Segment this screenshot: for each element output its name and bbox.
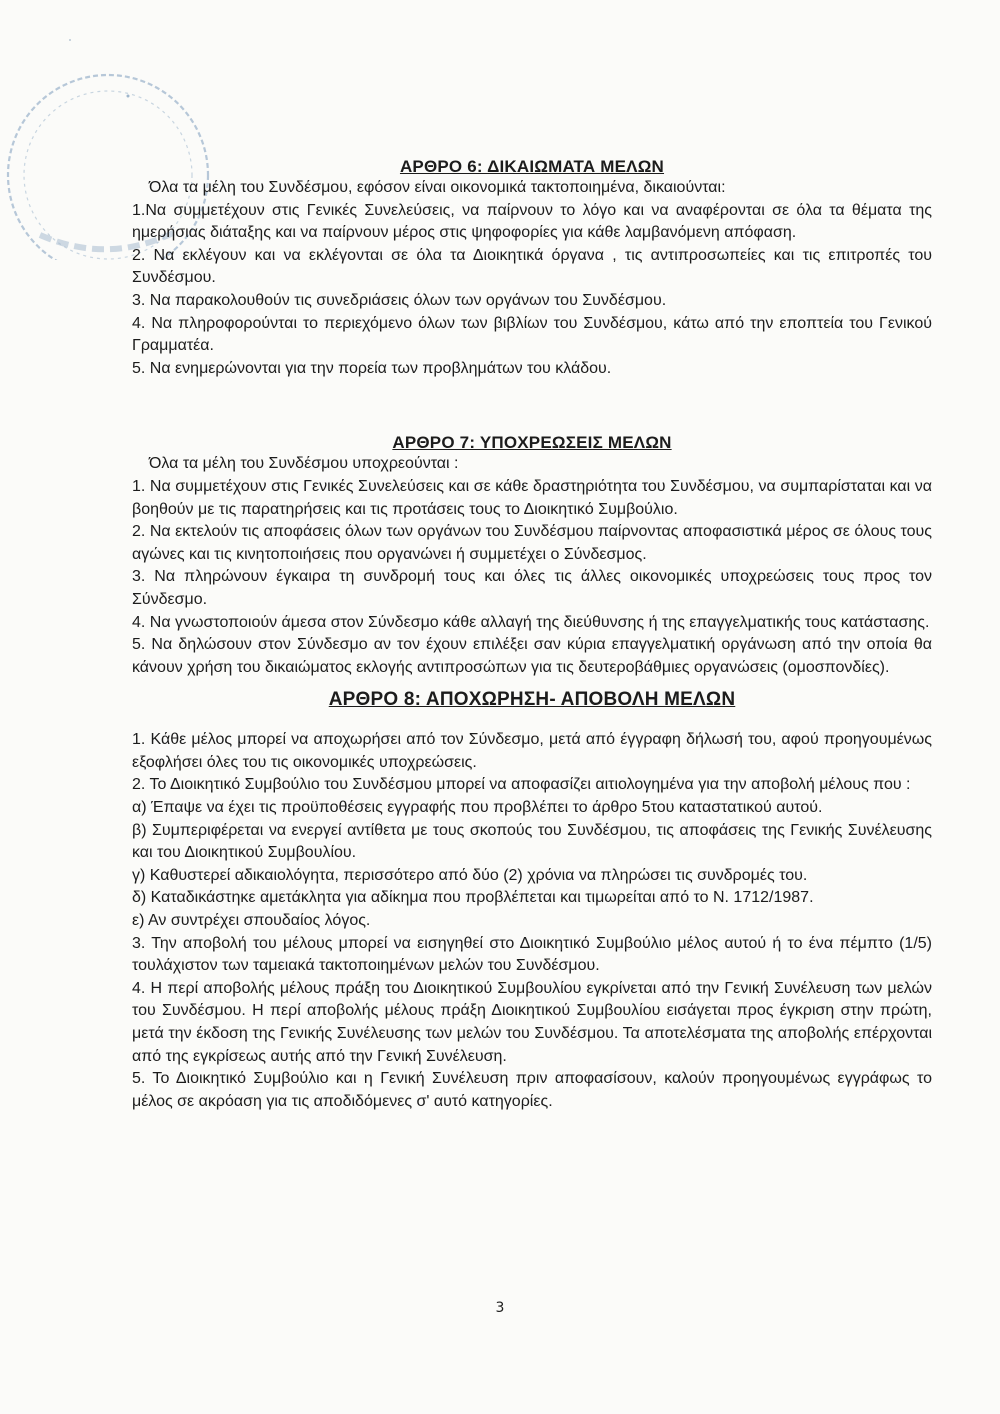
article-7-intro: Όλα τα μέλη του Συνδέσμου υποχρεούνται : bbox=[149, 455, 459, 473]
article-8-subitem-a: α) Έπαψε να έχει τις προϋποθέσεις εγγραφής που προβλέπει το άρθρο 5του καταστατικού αυτού. bbox=[132, 799, 823, 817]
article-7-item-3: 3. Να πληρώνουν έγκαιρα τη συνδρομή τους και όλες τις άλλες οικονομικές υποχρεώσεις τους προς τον Σύνδεσμο. bbox=[132, 568, 932, 608]
article-6-item-3: 3. Να παρακολουθούν τις συνεδριάσεις όλων των οργάνων του Συνδέσμου. bbox=[132, 291, 667, 309]
article-8-item-2: 2. Το Διοικητικό Συμβούλιο του Συνδέσμου μπορεί να αποφασίζει αιτιολογημένα για την αποβολή μέλους που : bbox=[132, 776, 911, 794]
article-8-subitem-e: ε) Αν συντρέχει σπουδαίος λόγος. bbox=[132, 912, 371, 930]
article-8-subitem-c: γ) Καθυστερεί αδικαιολόγητα, περισσότερο από δύο (2) χρόνια να πληρώσει τις συνδρομές του. bbox=[132, 866, 808, 884]
article-8-item-3: 3. Την αποβολή του μέλους μπορεί να εισηγηθεί στο Διοικητικό Συμβούλιο μέλος αυτού ή το ένα πέμπτο (1/5) τουλάχιστον των ταμειακά τακτοποιημένων μελών του Συνδέσμου. bbox=[132, 934, 932, 975]
article-6-item-5: 5. Να ενημερώνονται για την πορεία των προβλημάτων του κλάδου. bbox=[132, 359, 612, 377]
article-8-subitem-b: β) Συμπεριφέρεται να ενεργεί αντίθετα με τους σκοπούς του Συνδέσμου, τις αποφάσεις της Γενικής Συνέλευσης και του Διοικητικού Συμβουλίου. bbox=[132, 821, 932, 862]
article-7-heading: ΑΡΘΡΟ 7: ΥΠΟΧΡΕΩΣΕΙΣ ΜΕΛΩΝ bbox=[392, 433, 672, 453]
article-8-item-5: 5. Το Διοικητικό Συμβούλιο και η Γενική Συνέλευση πριν αποφασίσουν, καλούν προηγουμένως εγγράφως το μέλος σε ακρόαση για τις αποδιδόμενες σ' αυτό κατηγορίες. bbox=[132, 1070, 932, 1110]
article-7-item-2: 2. Να εκτελούν τις αποφάσεις όλων των οργάνων του Συνδέσμου παίρνοντας αποφασιστικά μέρος σε όλους τους αγώνες και τις κινητοποιήσεις που οργανώνει ή συμμετέχει ο Σύνδεσμος. bbox=[132, 523, 932, 563]
article-7-item-5: 5. Να δηλώσουν στον Σύνδεσμο αν τον έχουν επιλέξει σαν κύρια επαγγελματική οργάνωση από την οποία θα κάνουν χρήση του δικαιώματος εκλογής αντιπροσώπων για τις δευτεροβάθμιες οργανώσεις (ομοσπονδίες). bbox=[132, 636, 932, 676]
article-8-item-4: 4. Η περί αποβολής μέλους πράξη του Διοικητικού Συμβουλίου εγκρίνεται από την Γενική Συνέλευση των μελών του Συνδέσμου. Η περί αποβολής μέλους πράξη Διοικητικού Συμβουλίου εισάγεται προς έγκριση στην πρώτη, μετά την έκδοση της Γενικής Συνέλευσης των μελών του Συνδέσμου. Τα αποτελέσματα της αποβολής επέρχονται από της εγκρίσεως αυτής από την Γενική Συνέλευση. bbox=[132, 979, 932, 1065]
document-body bbox=[132, 157, 932, 1113]
article-7-item-4: 4. Να γνωστοποιούν άμεσα στον Σύνδεσμο κάθε αλλαγή της διεύθυνσης ή της επαγγελματικής τους κατάστασης. bbox=[132, 613, 930, 631]
article-6-heading: ΑΡΘΡΟ 6: ΔΙΚΑΙΩΜΑΤΑ ΜΕΛΩΝ bbox=[399, 157, 665, 176]
page-number: 3 bbox=[495, 1300, 505, 1316]
article-8-item-1: 1. Κάθε μέλος μπορεί να αποχωρήσει από τον Σύνδεσμο, μετά από έγγραφη δήλωσή του, αφού προηγουμένως εξοφλήσει όλες του τις οικονομικές υποχρεώσεις. bbox=[132, 731, 932, 771]
article-8-subitem-d: δ) Καταδικάστηκε αμετάκλητα για αδίκημα που προβλέπεται και τιμωρείται από το Ν. 1712/1987. bbox=[132, 889, 814, 907]
article-6-intro: Όλα τα μέλη του Συνδέσμου, εφόσον είναι οικονομικά τακτοποιημένα, δικαιούνται: bbox=[149, 179, 726, 196]
article-6-item-2: 2. Να εκλέγουν και να εκλέγονται σε όλα τα Διοικητικά όργανα , τις αντιπροσωπείες και τις επιτροπές του Συνδέσμου. bbox=[132, 246, 932, 287]
article-8-heading: ΑΡΘΡΟ 8: ΑΠΟΧΩΡΗΣΗ- ΑΠΟΒΟΛΗ ΜΕΛΩΝ bbox=[328, 689, 736, 711]
article-6-item-4: 4. Να πληροφορούνται το περιεχόμενο όλων των βιβλίων του Συνδέσμου, κάτω από την εποπτεία του Γενικού Γραμματέα. bbox=[132, 314, 932, 355]
article-7-item-1: 1. Να συμμετέχουν στις Γενικές Συνελεύσεις και σε κάθε δραστηριότητα του Συνδέσμου, να συμπαρίσταται και να βοηθούν με τις παρατηρήσεις και τις προτάσεις τους το Διοικητικό Συμβούλιο. bbox=[132, 477, 932, 518]
article-6-item-1: 1.Να συμμετέχουν στις Γενικές Συνελεύσεις, να παίρνουν το λόγο και να αναφέρονται σε όλα τα θέματα της ημερήσιας διάταξης και να παίρνουν μέρος στις ψηφοφορίες για κάθε λαμβανόμενη απόφαση. bbox=[132, 201, 932, 242]
